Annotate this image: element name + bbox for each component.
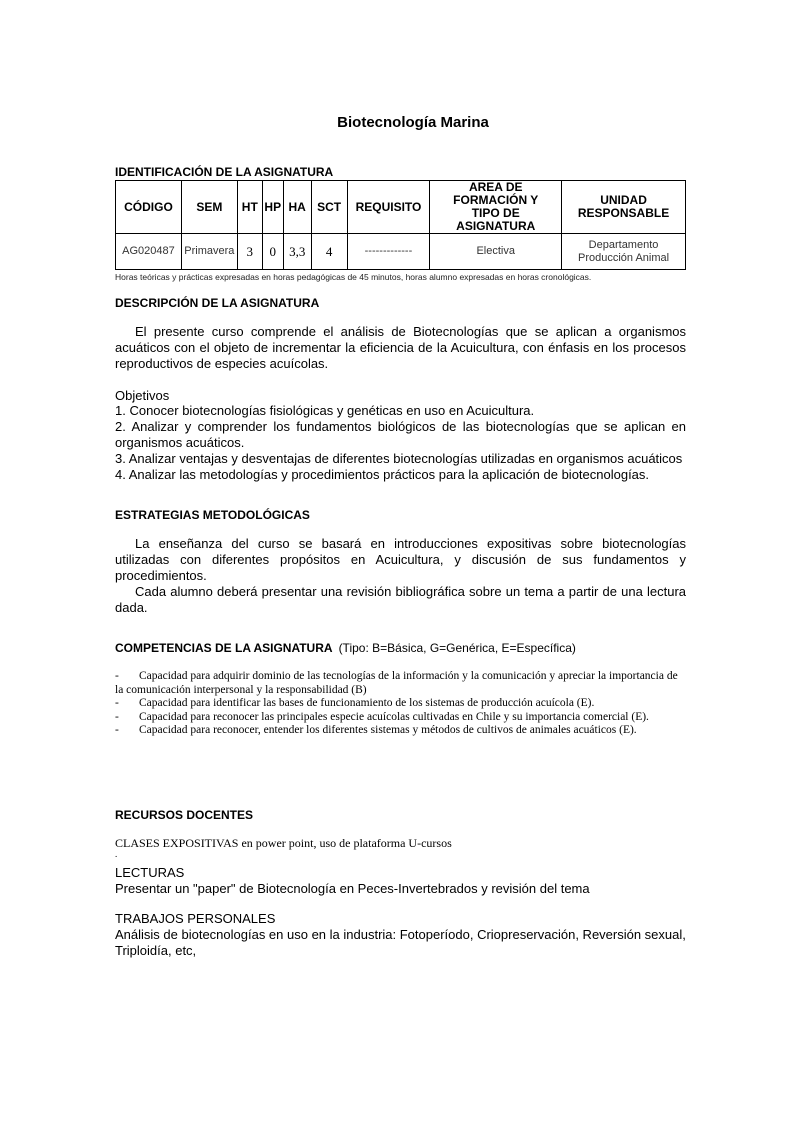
header-ht: HT xyxy=(237,181,262,234)
competencias-title: COMPETENCIAS DE LA ASIGNATURA xyxy=(115,641,333,655)
list-item: 3. Analizar ventajas y desventajas de diferentes biotecnologías utilizadas en organismos acuáticos xyxy=(115,451,683,466)
descripcion-text xyxy=(115,324,686,372)
recursos-dot: . xyxy=(115,849,118,859)
descripcion-body: El presente curso comprende el análisis de Biotecnologías que se aplican a organismos acuáticos con el objeto de incrementar la eficiencia de la Acuicultura, con énfasis en los procesos reproductivos de especies acuícolas. xyxy=(115,324,686,371)
cell-sct: 4 xyxy=(311,234,347,270)
list-item xyxy=(115,724,686,738)
list-item xyxy=(115,670,686,697)
competencias-heading xyxy=(115,641,576,655)
cell-unidad: Departamento Producción Animal xyxy=(562,234,686,270)
competencias-tipo: (Tipo: B=Básica, G=Genérica, E=Específica) xyxy=(338,641,576,655)
competencia-text: Capacidad para reconocer las principales especie acuícolas cultivadas en Chile y su importancia comercial (E). xyxy=(139,710,649,723)
objetivos-label: Objetivos xyxy=(115,388,170,403)
lecturas-text: Presentar un "paper" de Biotecnología en Peces-Invertebrados y revisión del tema xyxy=(115,881,590,896)
dash: - xyxy=(115,697,119,709)
trabajos-label: TRABAJOS PERSONALES xyxy=(115,911,276,926)
list-item xyxy=(115,697,686,711)
competencia-text: Capacidad para reconocer, entender los diferentes sistemas y métodos de cultivos de animales acuáticos (E). xyxy=(139,724,637,736)
cell-hp: 0 xyxy=(262,234,283,270)
header-codigo: CÓDIGO xyxy=(116,181,182,234)
estrategias-p2: Cada alumno deberá presentar una revisión bibliográfica sobre un tema a partir de una lectura dada. xyxy=(115,584,686,615)
dash: - xyxy=(115,710,119,723)
header-area: AREA DE FORMACIÓN Y TIPO DE ASIGNATURA xyxy=(430,181,562,234)
competencias-list xyxy=(115,670,686,738)
list-item: 2. Analizar y comprender los fundamentos biológicos de las biotecnologías que se aplican en organismos acuáticos. xyxy=(115,419,686,450)
dash: - xyxy=(115,724,119,736)
trabajos-text: Análisis de biotecnologías en uso en la industria: Fotoperíodo, Criopreservación, Reversión sexual, Triploidía, etc, xyxy=(115,927,686,958)
list-item: 4. Analizar las metodologías y procedimientos prácticos para la aplicación de biotecnologías. xyxy=(115,467,650,482)
cell-ht: 3 xyxy=(237,234,262,270)
estrategias-text xyxy=(115,536,686,616)
header-ha: HA xyxy=(283,181,311,234)
estrategias-p1: La enseñanza del curso se basará en introducciones expositivas sobre biotecnologías utilizadas con diferentes propósitos en Acuicultura, y discusión de sus fundamentos y procedimientos. xyxy=(115,536,686,583)
header-requisito: REQUISITO xyxy=(347,181,430,234)
lecturas-label: LECTURAS xyxy=(115,865,185,880)
estrategias-heading: ESTRATEGIAS METODOLÓGICAS xyxy=(115,508,310,522)
header-sct: SCT xyxy=(311,181,347,234)
table-header-row xyxy=(116,181,686,234)
list-item xyxy=(115,711,686,725)
descripcion-heading: DESCRIPCIÓN DE LA ASIGNATURA xyxy=(115,296,320,310)
cell-requisito: ------------- xyxy=(347,234,430,270)
identificacion-table xyxy=(115,180,686,270)
hours-note: Horas teóricas y prácticas expresadas en horas pedagógicas de 45 minutos, horas alumno expresadas en horas cronológicas. xyxy=(115,272,592,282)
dash: - xyxy=(115,670,119,682)
objetivos-list xyxy=(115,403,686,483)
recursos-clases: CLASES EXPOSITIVAS en power point, uso de plataforma U-cursos xyxy=(115,836,452,850)
identificacion-heading: IDENTIFICACIÓN DE LA ASIGNATURA xyxy=(115,165,334,179)
page-title: Biotecnología Marina xyxy=(337,114,489,131)
list-item: 1. Conocer biotecnologías fisiológicas y genéticas en uso en Acuicultura. xyxy=(115,403,535,418)
competencia-text: Capacidad para adquirir dominio de las tecnologías de la información y la comunicación y apreciar la importancia de la comunicación interpersonal y la responsabilidad (B) xyxy=(115,670,678,696)
header-unidad: UNIDAD RESPONSABLE xyxy=(562,181,686,234)
header-sem: SEM xyxy=(181,181,237,234)
cell-area: Electiva xyxy=(430,234,562,270)
competencia-text: Capacidad para identificar las bases de funcionamiento de los sistemas de producción acuícola (E). xyxy=(139,697,595,709)
header-hp: HP xyxy=(262,181,283,234)
cell-codigo: AG020487 xyxy=(116,234,182,270)
cell-sem: Primavera xyxy=(181,234,237,270)
recursos-heading: RECURSOS DOCENTES xyxy=(115,808,254,822)
table-row xyxy=(116,234,686,270)
cell-ha: 3,3 xyxy=(283,234,311,270)
